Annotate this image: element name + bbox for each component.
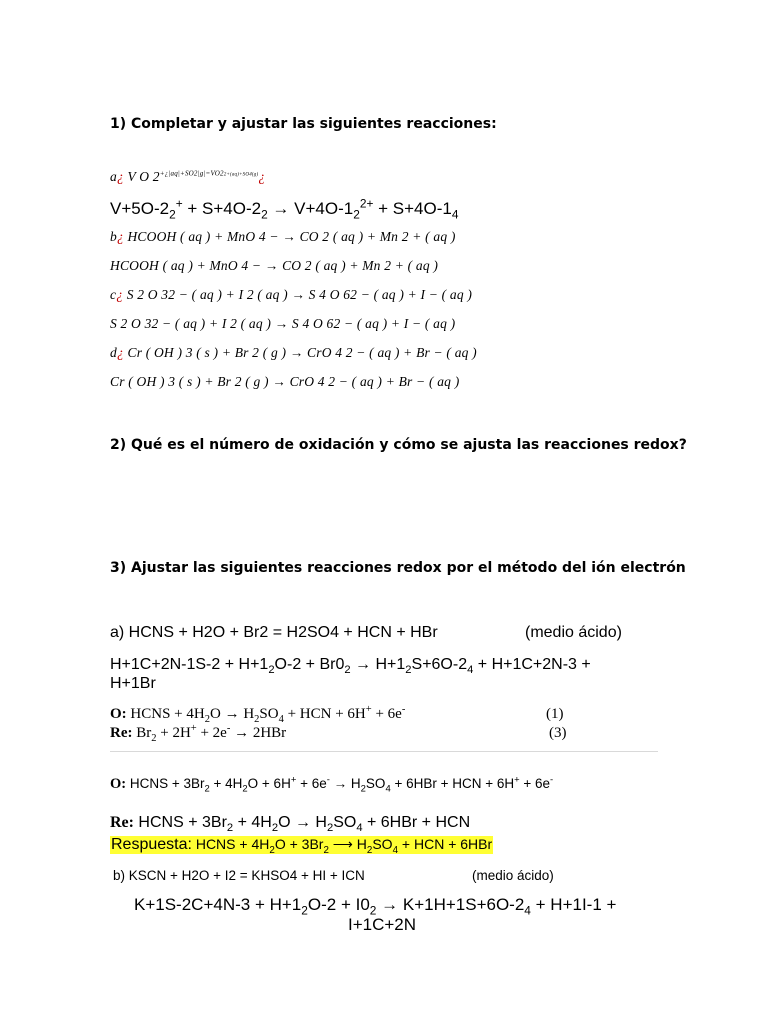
o2-p3: + — [290, 774, 297, 786]
a-ox-s2: 2 — [344, 664, 351, 677]
o2-t6: SO — [365, 776, 386, 791]
b-ox-s2: 2 — [369, 903, 377, 918]
re-label: Re: — [110, 725, 133, 741]
o2-label: O: — [110, 776, 127, 792]
re-eq-p3: - — [226, 723, 231, 734]
re2-t5: + 6HBr + HCN — [362, 814, 471, 831]
answer-t4: SO — [372, 836, 393, 852]
ox-a-part2: + S+4O-2 — [182, 199, 262, 218]
ox-a-sub3: 2 — [353, 207, 360, 222]
re-eq-t2: + 2H — [156, 725, 191, 741]
o-eq-t5: + 6e — [371, 706, 402, 722]
ox-a-part1: V+5O-2 — [110, 199, 170, 218]
o2-s6: 4 — [385, 783, 391, 795]
q3-o-number: (1) — [546, 706, 564, 722]
o2-t5: → H — [329, 776, 361, 791]
o2-t2: + 4H — [209, 776, 243, 791]
a-ox-t2: O-2 + Br0 — [274, 656, 345, 673]
q1-a-super2: 2+(aq)+SO4(g) — [223, 172, 259, 178]
o2-s5: 2 — [360, 783, 366, 795]
o-eq-s1: 2 — [204, 714, 210, 725]
re-eq-t1: Br — [132, 725, 152, 741]
q1-d-equation — [110, 345, 477, 361]
ox-a-sub2: 2 — [261, 207, 268, 222]
q3-b-medium: (medio ácido) — [472, 868, 554, 883]
q3-re-number: (3) — [549, 725, 567, 741]
q1-c-label: c — [110, 287, 117, 302]
q1-c-equation-2: S 2 O 32 − ( aq ) + I 2 ( aq ) → S 4 O 62 − ( aq ) + I − ( aq ) — [110, 316, 456, 331]
q1-c-eq-text: S 2 O 32 − ( aq ) + I 2 ( aq ) → S 4 O 62 − ( aq ) + I − ( aq ) — [126, 287, 473, 302]
q2-heading: 2) Qué es el número de oxidación y cómo se ajusta las reacciones redox? — [110, 437, 687, 453]
q3-o2-equation — [110, 776, 553, 793]
q1-b-equation-2: HCOOH ( aq ) + MnO 4 − → CO 2 ( aq ) + Mn 2 + ( aq ) — [110, 258, 439, 273]
o2-s2: 2 — [242, 783, 248, 795]
o-label: O: — [110, 706, 127, 722]
o-eq-t2: O → H — [209, 706, 255, 722]
ox-a-part4: + S+4O-1 — [373, 199, 452, 218]
q3-a-ox-line1 — [110, 656, 591, 677]
q1-c-equation — [110, 287, 472, 303]
a-ox-s1: 2 — [268, 664, 275, 677]
re2-s4: 4 — [356, 822, 363, 835]
b-ox-t2: O-2 + I0 — [307, 895, 370, 914]
q1-a-label: a — [110, 169, 117, 184]
re2-s1: 2 — [226, 822, 234, 835]
re2-t3: O → H — [278, 814, 327, 831]
ox-a-sup1: + — [175, 196, 183, 211]
q1-c-red-glyph: ¿ — [116, 287, 124, 302]
o-eq-t4: + HCN + 6H — [283, 706, 366, 722]
answer-t1: HCNS + 4H — [191, 836, 270, 852]
q1-a-end: ¿ — [258, 169, 266, 184]
q1-b-equation — [110, 229, 456, 245]
q1-a-red-glyph: ¿ — [116, 169, 124, 184]
a-ox-t3: → H+1 — [350, 656, 406, 673]
ox-a-sup3: 2+ — [359, 196, 374, 211]
q3-heading: 3) Ajustar las siguientes reacciones redox por el método del ión electrón — [110, 560, 686, 576]
o2-t4: + 6e — [296, 776, 327, 791]
q3-a-reaction: a) HCNS + H2O + Br2 = H2SO4 + HCN + HBr — [110, 624, 438, 641]
q1-b-red-glyph: ¿ — [116, 229, 124, 244]
q1-b-label: b — [110, 229, 117, 244]
q1-a-formula: V O 2 — [127, 169, 160, 184]
answer-t5: + HCN + 6HBr — [398, 836, 493, 852]
a-ox-t4: S+6O-2 — [411, 656, 468, 673]
q1-heading: 1) Completar y ajustar las siguientes reacciones: — [110, 116, 497, 132]
ox-a-sub1: 2 — [169, 207, 176, 222]
answer-s3: 2 — [366, 844, 373, 856]
q1-d-red-glyph: ¿ — [116, 345, 124, 360]
re2-t4: SO — [333, 814, 357, 831]
o-eq-p5: - — [401, 704, 406, 715]
a-ox-t1: H+1C+2N-1S-2 + H+1 — [110, 656, 269, 673]
answer-t3: ⟶ H — [328, 836, 367, 852]
re-eq-t3: + 2e — [196, 725, 227, 741]
re-eq-t4: → 2HBr — [230, 725, 287, 741]
o2-s1: 2 — [204, 783, 210, 795]
q1-a-equation — [110, 169, 265, 185]
o2-t3: O + 6H — [247, 776, 291, 791]
o2-t8: + 6e — [519, 776, 551, 791]
b-ox-t3: → K+1H+1S+6O-2 — [376, 895, 525, 914]
re2-t2: + 4H — [233, 814, 272, 831]
b-ox-s3: 4 — [524, 903, 531, 918]
o2-p7: + — [514, 774, 520, 786]
q3-answer — [110, 836, 493, 854]
o2-t7: + 6HBr + HCN + 6H — [390, 776, 515, 791]
o-eq-s2: 2 — [254, 714, 260, 725]
re2-s2: 2 — [271, 822, 279, 835]
o2-p4: - — [326, 774, 330, 786]
q3-b-ox-line1 — [134, 895, 617, 918]
q1-ox-a — [110, 196, 459, 222]
q3-b-reaction: b) KSCN + H2O + I2 = KHSO4 + HI + ICN — [113, 868, 365, 883]
q1-d-eq-text: Cr ( OH ) 3 ( s ) + Br 2 ( g ) → CrO 4 2 − ( aq ) + Br − ( aq ) — [127, 345, 477, 360]
ox-a-part3: → V+4O-1 — [267, 199, 354, 218]
o-eq-p4: + — [365, 704, 372, 715]
answer-t2: O + 3Br — [274, 836, 324, 852]
q3-a-ox-line2: H+1Br — [110, 675, 156, 692]
a-ox-s3: 2 — [405, 664, 412, 677]
q3-re-equation — [110, 725, 286, 742]
re-eq-s1: 2 — [151, 733, 157, 744]
o-eq-t3: SO — [259, 706, 279, 722]
o2-t1: HCNS + 3Br — [126, 776, 205, 791]
answer-s1: 2 — [269, 844, 275, 856]
q3-re2-equation — [110, 814, 471, 835]
b-ox-s1: 2 — [301, 903, 308, 918]
re-eq-p2: + — [190, 723, 197, 734]
o-eq-s3: 4 — [278, 714, 284, 725]
q1-d-equation-2: Cr ( OH ) 3 ( s ) + Br 2 ( g ) → CrO 4 2 − ( aq ) + Br − ( aq ) — [110, 374, 460, 389]
b-ox-t4: + H+1I-1 + — [530, 895, 617, 914]
a-ox-t5: + H+1C+2N-3 + — [473, 656, 591, 673]
q1-d-label: d — [110, 345, 117, 360]
o2-p8: - — [550, 774, 554, 786]
q1-a-super: +¿|aq|+SO2|g|=VO2 — [159, 169, 224, 178]
re2-label: Re: — [110, 814, 134, 831]
answer-s4: 4 — [392, 844, 399, 856]
b-ox-t1: K+1S-2C+4N-3 + H+1 — [134, 895, 302, 914]
q1-b-eq-text: HCOOH ( aq ) + MnO 4 − → CO 2 ( aq ) + Mn 2 + ( aq ) — [127, 229, 456, 244]
o-eq-t1: HCNS + 4H — [126, 706, 205, 722]
a-ox-s4: 4 — [467, 664, 474, 677]
q3-a-medium: (medio ácido) — [525, 624, 622, 641]
ox-a-sub4: 4 — [451, 207, 459, 222]
answer-label: Respuesta: — [111, 836, 192, 853]
answer-s2: 2 — [323, 844, 329, 856]
re2-t1: HCNS + 3Br — [133, 814, 227, 831]
re2-s3: 2 — [326, 822, 334, 835]
q3-b-ox-line2: I+1C+2N — [348, 915, 417, 934]
divider-line — [110, 751, 658, 752]
q3-o-equation — [110, 706, 405, 723]
